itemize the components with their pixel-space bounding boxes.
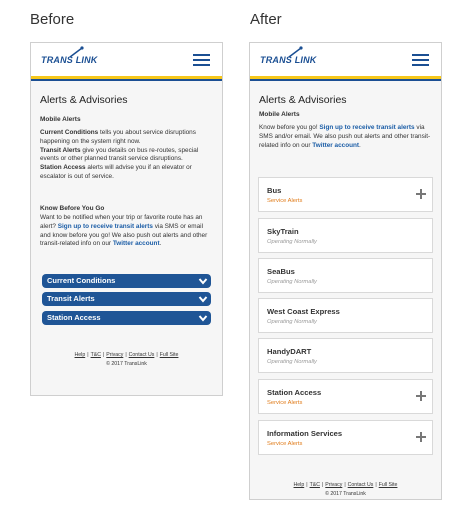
footer-link-contact[interactable]: Contact Us bbox=[128, 352, 155, 358]
intro-text-1: Know before you go! bbox=[259, 124, 320, 131]
card-title: HandyDART bbox=[267, 347, 312, 356]
twitter-link[interactable]: Twitter account bbox=[112, 240, 160, 248]
footer-separator: | bbox=[344, 482, 346, 488]
card-information-services[interactable] bbox=[258, 420, 433, 455]
accordion-station-access[interactable] bbox=[42, 311, 211, 325]
footer-link-privacy[interactable]: Privacy bbox=[106, 352, 124, 358]
accordion-current-conditions[interactable] bbox=[42, 274, 211, 288]
station-access-term: Station Access bbox=[40, 164, 86, 172]
before-label: Before bbox=[30, 11, 75, 28]
footer-link-full-site[interactable]: Full Site bbox=[378, 482, 398, 488]
card-handydart[interactable] bbox=[258, 338, 433, 373]
card-title: Bus bbox=[267, 186, 282, 195]
signup-link[interactable]: Sign up to receive transit alerts bbox=[57, 222, 153, 230]
footer-separator: | bbox=[321, 482, 324, 488]
plus-icon[interactable] bbox=[416, 189, 426, 199]
card-station-access[interactable] bbox=[258, 379, 433, 414]
card-status: Service Alerts bbox=[267, 198, 303, 204]
footer-link-contact[interactable]: Contact Us bbox=[347, 482, 374, 488]
logo-swoosh-icon bbox=[69, 46, 85, 58]
transit-alerts-term: Transit Alerts bbox=[40, 146, 81, 154]
intro-text-2: via SMS and/or email. We also push out alerts and other transit-related info on our bbox=[259, 124, 431, 149]
before-screen bbox=[30, 42, 223, 396]
twitter-link[interactable]: Twitter account bbox=[312, 141, 360, 149]
card-status: Service Alerts bbox=[267, 400, 303, 406]
accordion-label: Current Conditions bbox=[47, 276, 116, 285]
intro-text-3: . bbox=[359, 141, 361, 149]
menu-icon[interactable] bbox=[412, 54, 429, 66]
footer-separator: | bbox=[156, 352, 158, 358]
after-label: After bbox=[250, 11, 282, 28]
footer-separator: | bbox=[306, 482, 308, 488]
card-status: Operating Normally bbox=[267, 359, 317, 365]
plus-icon[interactable] bbox=[416, 391, 426, 401]
card-west-coast-express[interactable] bbox=[258, 298, 433, 333]
know-text-3: . bbox=[159, 240, 162, 248]
after-screen bbox=[249, 42, 442, 500]
footer-link-help[interactable]: Help bbox=[74, 352, 86, 358]
accordion-label: Transit Alerts bbox=[47, 294, 95, 303]
footer-separator: | bbox=[375, 482, 377, 488]
footer-separator: | bbox=[87, 352, 89, 358]
menu-icon[interactable] bbox=[193, 54, 210, 66]
site-header bbox=[31, 43, 222, 76]
footer-link-terms[interactable]: T&C bbox=[309, 482, 320, 488]
footer-link-help[interactable]: Help bbox=[293, 482, 305, 488]
site-header bbox=[250, 43, 441, 76]
footer-link-full-site[interactable]: Full Site bbox=[159, 352, 179, 358]
know-text-2: via SMS or email and know before you go! We also push out alerts and other transit-related info on our bbox=[40, 222, 208, 248]
card-skytrain[interactable] bbox=[258, 218, 433, 253]
card-title: Station Access bbox=[267, 388, 322, 397]
know-before-heading: Know Before You Go bbox=[40, 205, 105, 212]
page-content bbox=[31, 81, 222, 395]
card-status: Operating Normally bbox=[267, 319, 317, 325]
card-title: West Coast Express bbox=[267, 307, 340, 316]
current-conditions-desc: tells you about service disruptions happening on the system right now. bbox=[40, 129, 196, 145]
card-title: SeaBus bbox=[267, 267, 295, 276]
card-bus[interactable] bbox=[258, 177, 433, 212]
card-status: Operating Normally bbox=[267, 279, 317, 285]
current-conditions-term: Current Conditions bbox=[40, 129, 99, 136]
footer-link-privacy[interactable]: Privacy bbox=[325, 482, 343, 488]
signup-link[interactable]: Sign up to receive transit alerts bbox=[319, 124, 415, 131]
footer-separator: | bbox=[125, 352, 127, 358]
accordion-transit-alerts[interactable] bbox=[42, 292, 211, 306]
footer-links bbox=[31, 352, 222, 358]
footer-links bbox=[250, 482, 441, 488]
mobile-alerts-heading: Mobile Alerts bbox=[259, 111, 300, 118]
logo-text: TRANS LINK bbox=[260, 55, 317, 65]
copyright: © 2017 TransLink bbox=[325, 491, 366, 497]
mobile-alerts-heading: Mobile Alerts bbox=[40, 116, 81, 123]
footer-separator: | bbox=[102, 352, 105, 358]
plus-icon[interactable] bbox=[416, 432, 426, 442]
know-text-1: Want to be notified when your trip or favorite route has an alert? bbox=[40, 214, 203, 230]
footer-link-terms[interactable]: T&C bbox=[90, 352, 101, 358]
alert-types-description bbox=[40, 129, 212, 182]
card-title: SkyTrain bbox=[267, 227, 299, 236]
page-content bbox=[250, 81, 441, 499]
page-title: Alerts & Advisories bbox=[259, 94, 347, 106]
intro-text bbox=[259, 124, 431, 150]
card-seabus[interactable] bbox=[258, 258, 433, 293]
copyright: © 2017 TransLink bbox=[106, 361, 147, 367]
accordion-label: Station Access bbox=[47, 313, 101, 322]
logo-swoosh-icon bbox=[288, 46, 304, 58]
chevron-down-icon bbox=[198, 313, 208, 323]
page-title: Alerts & Advisories bbox=[40, 94, 128, 106]
transit-alerts-desc: give you details on bus re-routes, special events or other planned transit service disruptions. bbox=[40, 146, 199, 163]
know-before-text bbox=[40, 214, 212, 249]
station-access-desc: alerts will advise you if an elevator or escalator is out of service. bbox=[40, 164, 192, 180]
card-title: Information Services bbox=[267, 429, 343, 438]
card-status: Service Alerts bbox=[267, 441, 303, 447]
chevron-down-icon bbox=[198, 276, 208, 286]
card-status: Operating Normally bbox=[267, 239, 317, 245]
chevron-down-icon bbox=[198, 294, 208, 304]
logo-text: TRANS LINK bbox=[41, 55, 98, 65]
